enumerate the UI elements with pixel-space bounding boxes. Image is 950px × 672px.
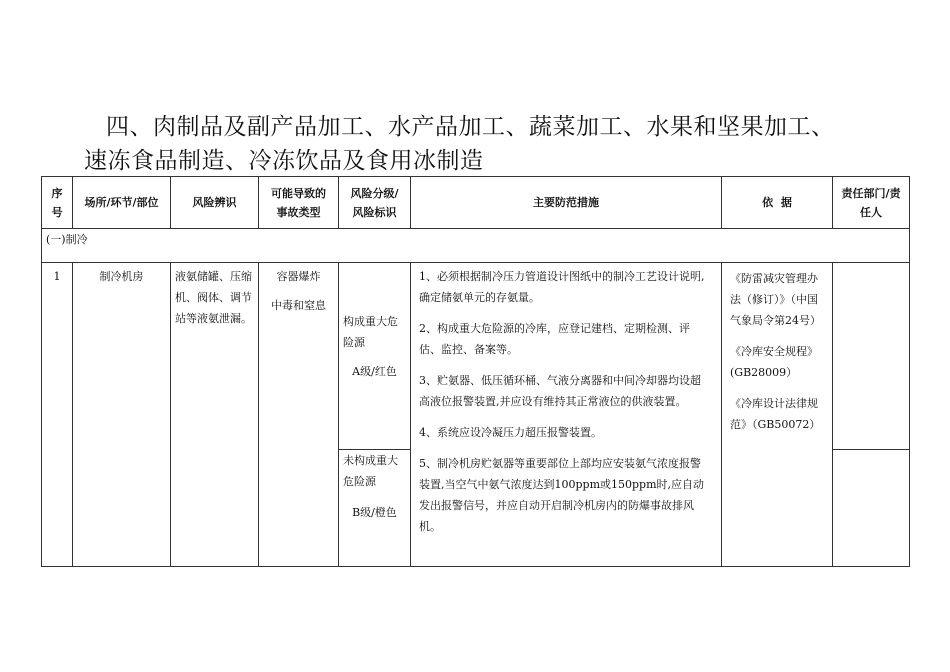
section-row xyxy=(42,229,910,263)
row-level-minor xyxy=(339,450,411,567)
level-major-label: 构成重大危险源 xyxy=(343,315,398,349)
basis-item: 《冷库安全规程》(GB28009） xyxy=(730,345,818,379)
accident-type-1: 容器爆炸 xyxy=(276,270,321,283)
basis-item: 《冷库设计法律规范》（GB50072） xyxy=(730,397,821,431)
header-risk-id: 风险辨识 xyxy=(171,177,259,229)
title-line-1: 四、肉制品及副产品加工、水产品加工、蔬菜加工、水果和坚果加工、 xyxy=(106,114,835,140)
level-minor-grade: B级/橙色 xyxy=(352,506,397,519)
row-owner-major xyxy=(833,263,910,450)
measure-item: 4、系统应设冷凝压力超压报警装置。 xyxy=(419,426,602,439)
header-owner: 责任部门/责任人 xyxy=(833,177,910,229)
row-measures xyxy=(411,263,722,567)
measure-item: 3、贮氨器、低压循环桶、气液分离器和中间冷却器均设超高液位报警装置,并应设有维持其正常液位的供液装置。 xyxy=(419,374,701,408)
row-risk-id: 液氨储罐、压缩机、阀体、调节站等液氨泄漏。 xyxy=(171,263,259,567)
measure-item: 5、制冷机房贮氨器等重要部位上部均应安装氨气浓度报警装置,当空气中氨气浓度达到100ppm或150ppm时,应自动发出报警信号，并应自动开启制冷机房内的防爆事故排风机。 xyxy=(419,457,705,533)
basis-item: 《防雷减灾管理办法（修订）》（中国气象局令第24号） xyxy=(730,272,821,327)
header-measures: 主要防范措施 xyxy=(411,177,722,229)
header-level: 风险分级/风险标识 xyxy=(339,177,411,229)
header-place: 场所/环节/部位 xyxy=(73,177,171,229)
row-accident xyxy=(259,263,339,567)
measure-item: 2、构成重大危险源的冷库，应登记建档、定期检测、评估、监控、备案等。 xyxy=(419,322,690,356)
row-owner-minor xyxy=(833,450,910,567)
row-level-major xyxy=(339,263,411,450)
level-minor-label: 未构成重大危险源 xyxy=(343,454,398,488)
risk-table xyxy=(41,176,910,567)
row-basis xyxy=(722,263,833,567)
row-seq: 1 xyxy=(42,263,73,567)
document-title xyxy=(84,110,924,178)
section-label: (一)制冷 xyxy=(42,229,910,263)
header-accident: 可能导致的事故类型 xyxy=(259,177,339,229)
header-row xyxy=(42,177,910,229)
title-line-2: 速冻食品制造、冷冻饮品及食用冰制造 xyxy=(84,148,484,174)
measure-item: 1、必须根据制冷压力管道设计图纸中的制冷工艺设计说明,确定储氨单元的存氨量。 xyxy=(419,270,705,304)
accident-type-2: 中毒和窒息 xyxy=(271,299,326,312)
table-row xyxy=(42,263,910,450)
row-place: 制冷机房 xyxy=(73,263,171,567)
header-basis: 依 据 xyxy=(722,177,833,229)
header-seq: 序号 xyxy=(42,177,73,229)
level-major-grade: A级/红色 xyxy=(352,365,397,378)
